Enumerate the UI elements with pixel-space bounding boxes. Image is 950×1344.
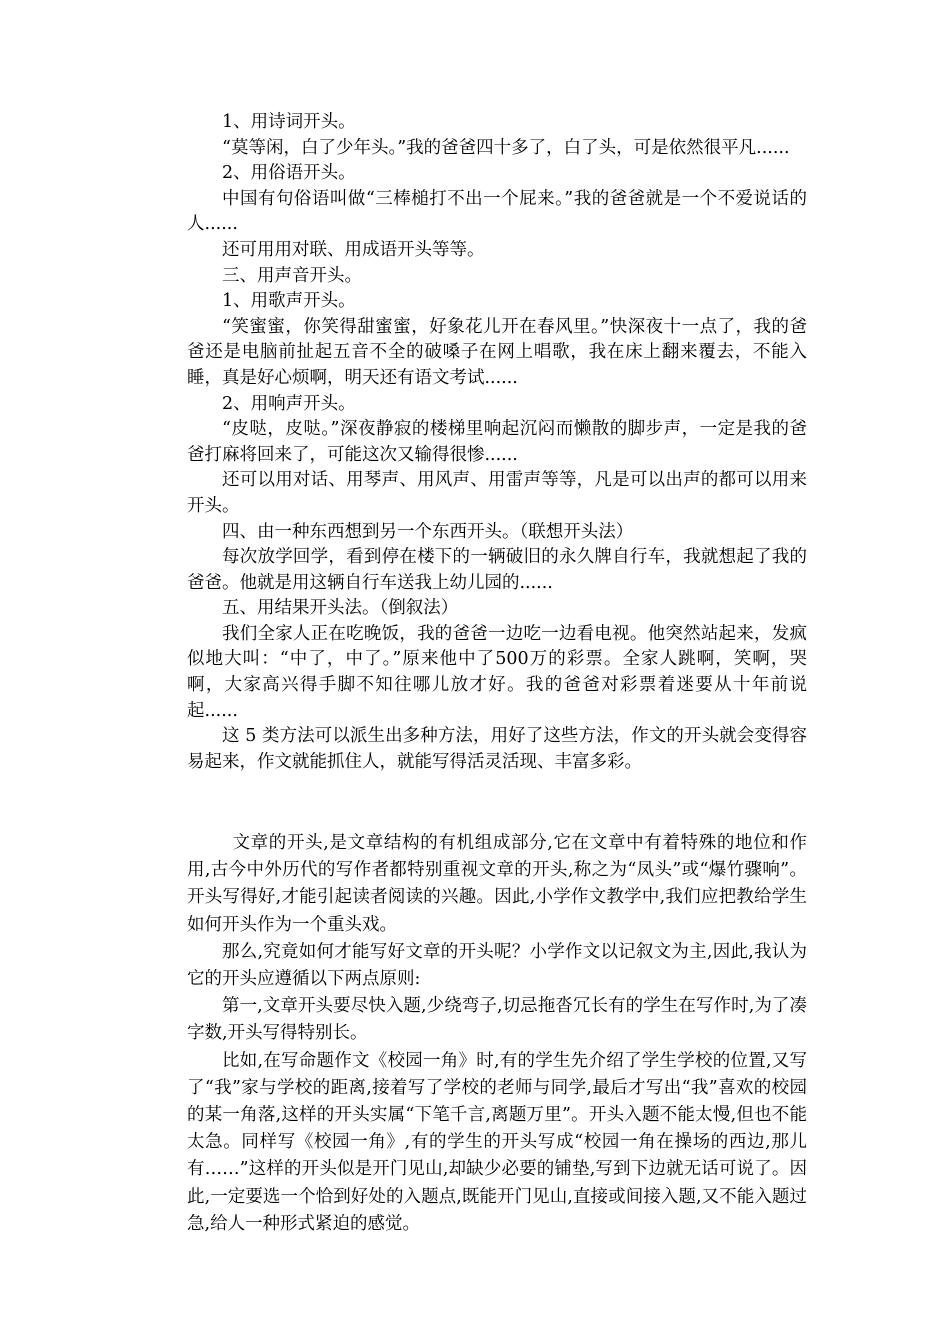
paragraph: 五、用结果开头法。（倒叙法） bbox=[222, 598, 459, 619]
paragraph: 比如,在写命题作文《校园一角》时,有的学生先介绍了学生学校的位置,又写了“我”家与学校的距离,接着写了学校的老师与同学,最后才写出“我”喜欢的校园的某一角落,这样的开头实属“下笔千言,离题万里”。开头入题不能太慢,但也不能太急。同样写《校园一角》,有的学生的开头写成“校园一角在操场的西边,那儿有……”这样的开头似是开门见山,却缺少必要的铺垫,写到下边就无话可说了。因此,一定要选一个恰到好处的入题点,既能开门见山,直接或间接入题,又不能入题过急,给人一种形式紧迫的感觉。 bbox=[187, 1050, 807, 1234]
paragraph: 三、用声音开头。 bbox=[222, 265, 362, 286]
section-opening-methods bbox=[187, 110, 807, 775]
paragraph: 文章的开头,是文章结构的有机组成部分,它在文章中有着特殊的地位和作用,古今中外历代的写作者都特别重视文章的开头,称之为“凤头”或“爆竹骤响”。开头写得好,才能引起读者阅读的兴趣。因此,小学作文教学中,我们应把教给学生如何开头作为一个重头戏。 bbox=[187, 833, 807, 935]
paragraph: 2、用响声开头。 bbox=[222, 393, 356, 414]
paragraph: 还可用用对联、用成语开头等等。 bbox=[222, 239, 485, 260]
paragraph: 1、用诗词开头。 bbox=[222, 112, 356, 132]
paragraph: 我们全家人正在吃晚饭，我的爸爸一边吃一边看电视。他突然站起来，发疯似地大叫：“中了，中了。”原来他中了500万的彩票。全家人跳啊，笑啊，哭啊，大家高兴得手脚不知往哪儿放才好。我的爸爸对彩票着迷要从十年前说起...... bbox=[187, 623, 807, 721]
paragraph: 还可以用对话、用琴声、用风声、用雷声等等，凡是可以出声的都可以用来开头。 bbox=[187, 470, 807, 516]
paragraph: “皮哒，皮哒。”深夜静寂的楼梯里响起沉闷而懒散的脚步声，一定是我的爸爸打麻将回来了，可能这次又输得很惨...... bbox=[187, 419, 807, 465]
paragraph: “笑蜜蜜，你笑得甜蜜蜜，好象花儿开在春风里。”快深夜十一点了，我的爸爸还是电脑前扯起五音不全的破嗓子在网上唱歌，我在床上翻来覆去，不能入睡，真是好心烦啊，明天还有语文考试...... bbox=[187, 316, 807, 388]
paragraph: 那么,究竟如何才能写好文章的开头呢？小学作文以记叙文为主,因此,我认为它的开头应遵循以下两点原则: bbox=[187, 941, 807, 990]
paragraph: 中国有句俗语叫做“三棒槌打不出一个屁来。”我的爸爸就是一个不爱说话的人...... bbox=[187, 188, 807, 235]
paragraph: 这 5 类方法可以派生出多种方法，用好了这些方法，作文的开头就会变得容易起来，作文就能抓住人，就能写得活灵活现、丰富多彩。 bbox=[187, 726, 807, 772]
paragraph: 四、由一种东西想到另一个东西开头。（联想开头法） bbox=[222, 521, 634, 542]
paragraph: 2、用俗语开头。 bbox=[222, 163, 356, 184]
section-opening-principles bbox=[187, 830, 807, 1238]
paragraph: 每次放学回学，看到停在楼下的一辆破旧的永久牌自行车，我就想起了我的爸爸。他就是用这辆自行车送我上幼儿园的...... bbox=[187, 547, 807, 593]
paragraph: 第一,文章开头要尽快入题,少绕弯子,切忌拖沓冗长有的学生在写作时,为了凑字数,开头写得特别长。 bbox=[187, 996, 807, 1044]
paragraph: “莫等闲，白了少年头。”我的爸爸四十多了，白了头，可是依然很平凡...... bbox=[222, 137, 790, 158]
paragraph: 1、用歌声开头。 bbox=[222, 291, 356, 312]
